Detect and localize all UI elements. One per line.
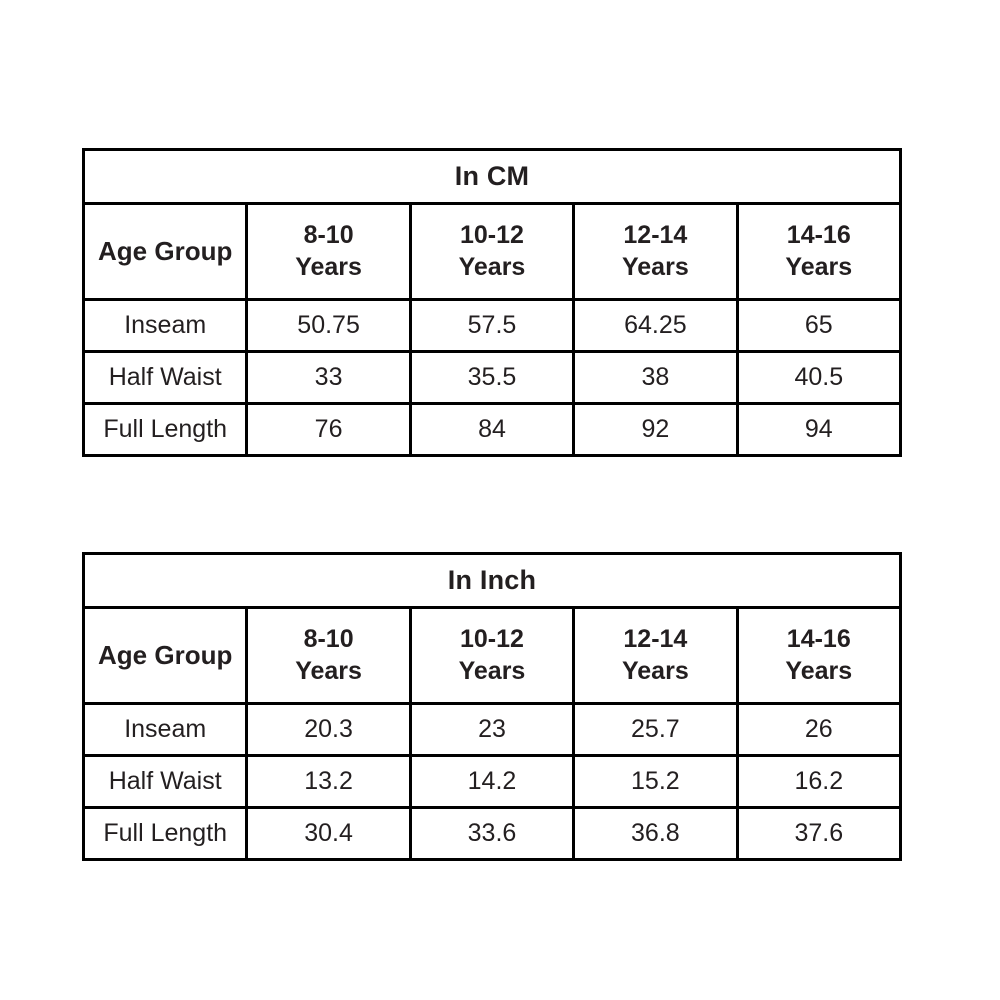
cell-inseam-10-12-inch: 23 <box>410 704 573 756</box>
cell-inseam-10-12-cm: 57.5 <box>410 300 573 352</box>
header-age-10-12-inch <box>410 608 573 704</box>
header-age-range: 10-12 <box>460 625 524 653</box>
header-age-10-12-cm <box>410 204 573 300</box>
header-age-range: 12-14 <box>623 221 688 249</box>
header-age-unit: Years <box>458 252 526 281</box>
header-age-12-14-cm <box>574 204 737 300</box>
header-age-unit: Years <box>621 656 689 685</box>
header-age-unit: Years <box>458 656 526 685</box>
table-row <box>84 704 901 756</box>
cell-inseam-8-10-cm: 50.75 <box>247 300 410 352</box>
cell-inseam-14-16-inch: 26 <box>737 704 900 756</box>
table-row <box>84 756 901 808</box>
header-age-8-10-inch <box>247 608 410 704</box>
header-age-range: 10-12 <box>460 221 524 249</box>
cell-half-waist-8-10-inch: 13.2 <box>247 756 410 808</box>
cell-half-waist-10-12-cm: 35.5 <box>410 352 573 404</box>
cell-half-waist-8-10-cm: 33 <box>247 352 410 404</box>
unit-title-cm: In CM <box>84 150 901 204</box>
header-age-unit: Years <box>621 252 689 281</box>
row-label-half-waist-inch: Half Waist <box>84 756 247 808</box>
cell-full-length-14-16-inch: 37.6 <box>737 808 900 860</box>
cell-full-length-10-12-cm: 84 <box>410 404 573 456</box>
header-age-group-cm: Age Group <box>84 204 247 300</box>
table-row <box>84 352 901 404</box>
cell-full-length-8-10-inch: 30.4 <box>247 808 410 860</box>
table-row-header <box>84 608 901 704</box>
cell-half-waist-14-16-cm: 40.5 <box>737 352 900 404</box>
cell-half-waist-12-14-inch: 15.2 <box>574 756 737 808</box>
header-age-range: 8-10 <box>303 221 354 249</box>
table-row-unit-title <box>84 554 901 608</box>
header-age-range: 8-10 <box>303 625 354 653</box>
cell-inseam-12-14-inch: 25.7 <box>574 704 737 756</box>
header-age-range: 14-16 <box>786 625 851 653</box>
cell-full-length-14-16-cm: 94 <box>737 404 900 456</box>
cell-inseam-12-14-cm: 64.25 <box>574 300 737 352</box>
table-row <box>84 404 901 456</box>
row-label-inseam-cm: Inseam <box>84 300 247 352</box>
cell-full-length-12-14-inch: 36.8 <box>574 808 737 860</box>
header-age-12-14-inch <box>574 608 737 704</box>
table-row <box>84 300 901 352</box>
cell-half-waist-10-12-inch: 14.2 <box>410 756 573 808</box>
header-age-range: 14-16 <box>786 221 851 249</box>
table-row-unit-title <box>84 150 901 204</box>
table-row <box>84 808 901 860</box>
row-label-full-length-cm: Full Length <box>84 404 247 456</box>
cell-half-waist-14-16-inch: 16.2 <box>737 756 900 808</box>
row-label-inseam-inch: Inseam <box>84 704 247 756</box>
header-age-unit: Years <box>295 656 362 685</box>
cell-inseam-8-10-inch: 20.3 <box>247 704 410 756</box>
header-age-range: 12-14 <box>623 625 688 653</box>
row-label-half-waist-cm: Half Waist <box>84 352 247 404</box>
cell-full-length-10-12-inch: 33.6 <box>410 808 573 860</box>
unit-title-inch: In Inch <box>84 554 901 608</box>
cell-full-length-8-10-cm: 76 <box>247 404 410 456</box>
size-table-inch <box>82 552 902 861</box>
header-age-8-10-cm <box>247 204 410 300</box>
row-label-full-length-inch: Full Length <box>84 808 247 860</box>
cell-half-waist-12-14-cm: 38 <box>574 352 737 404</box>
cell-full-length-12-14-cm: 92 <box>574 404 737 456</box>
header-age-unit: Years <box>295 252 362 281</box>
header-age-unit: Years <box>785 252 853 281</box>
header-age-14-16-inch <box>737 608 900 704</box>
size-table-cm <box>82 148 902 457</box>
header-age-14-16-cm <box>737 204 900 300</box>
cell-inseam-14-16-cm: 65 <box>737 300 900 352</box>
table-row-header <box>84 204 901 300</box>
header-age-unit: Years <box>785 656 853 685</box>
header-age-group-inch: Age Group <box>84 608 247 704</box>
